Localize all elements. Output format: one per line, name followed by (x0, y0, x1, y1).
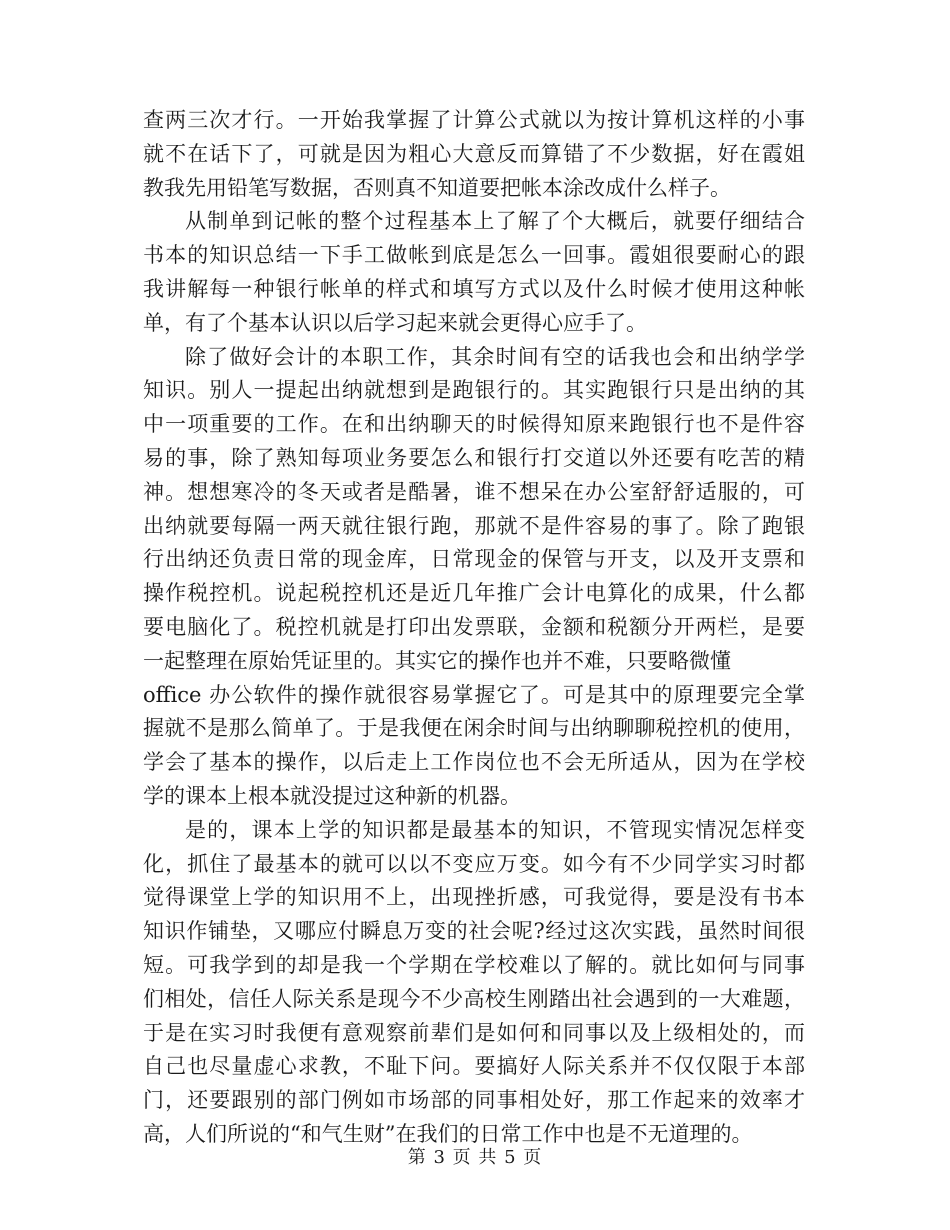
text-line: 操作税控机。说起税控机还是近几年推广会计电算化的成果，什么都 (143, 581, 805, 606)
text-line: 一起整理在原始凭证里的。其实它的操作也并不难，只要略微懂 (143, 648, 731, 673)
text-line: 我讲解每一种银行帐单的样式和填写方式以及什么时候才使用这种帐 (143, 276, 805, 301)
text-line: 书本的知识总结一下手工做帐到底是怎么一回事。霞姐很要耐心的跟 (143, 243, 805, 268)
text-line: 教我先用铅笔写数据，否则真不知道要把帐本涂改成什么样子。 (143, 175, 731, 200)
text-line: 学会了基本的操作，以后走上工作岗位也不会无所适从，因为在学校 (143, 750, 805, 775)
text-line: 是的，课本上学的知识都是最基本的知识，不管现实情况怎样变 (185, 817, 805, 842)
text-line: 行出纳还负责日常的现金库，日常现金的保管与开支，以及开支票和 (143, 547, 805, 572)
text-line: 知识。别人一提起出纳就想到是跑银行的。其实跑银行只是出纳的其 (143, 378, 805, 403)
text-line: 于是在实习时我便有意观察前辈们是如何和同事以及上级相处的，而 (143, 1020, 805, 1045)
text-line: 要电脑化了。税控机就是打印出发票联，金额和税额分开两栏，是要 (143, 614, 805, 639)
text-line: 握就不是那么简单了。于是我便在闲余时间与出纳聊聊税控机的使用， (143, 716, 805, 741)
text-line: 查两三次才行。一开始我掌握了计算公式就以为按计算机这样的小事 (143, 108, 805, 132)
text-line: 神。想想寒冷的冬天或者是酷暑，谁不想呆在办公室舒舒适服的，可 (143, 479, 805, 504)
text-line: 自己也尽量虚心求教，不耻下问。要搞好人际关系并不仅仅限于本部 (143, 1054, 805, 1079)
text-line: 学的课本上根本就没提过这种新的机器。 (143, 783, 521, 808)
text-line: office 办公软件的操作就很容易掌握它了。可是其中的原理要完全掌 (143, 682, 805, 707)
text-line: 门，还要跟别的部门例如市场部的同事相处好，那工作起来的效率才 (143, 1088, 805, 1113)
text-line: 出纳就要每隔一两天就往银行跑，那就不是件容易的事了。除了跑银 (143, 513, 805, 538)
text-line: 化，抓住了最基本的就可以以不变应万变。如今有不少同学实习时都 (143, 851, 805, 876)
text-line: 短。可我学到的却是我一个学期在学校难以了解的。就比如何与同事 (143, 952, 805, 977)
text-line: 高，人们所说的“和气生财”在我们的日常工作中也是不无道理的。 (143, 1121, 753, 1146)
document-body (143, 104, 805, 1152)
text-line: 觉得课堂上学的知识用不上，出现挫折感，可我觉得，要是没有书本 (143, 885, 805, 910)
page-number-footer: 第 3 页 共 5 页 (407, 1147, 543, 1168)
text-line: 从制单到记帐的整个过程基本上了解了个大概后，就要仔细结合 (185, 209, 805, 234)
text-line: 除了做好会计的本职工作，其余时间有空的话我也会和出纳学学 (185, 344, 805, 369)
text-line: 就不在话下了，可就是因为粗心大意反而算错了不少数据，好在霞姐 (143, 141, 805, 166)
text-line: 易的事，除了熟知每项业务要怎么和银行打交道以外还要有吃苦的精 (143, 445, 805, 470)
text-line: 知识作铺垫，又哪应付瞬息万变的社会呢?经过这次实践，虽然时间很 (143, 919, 805, 944)
text-line: 们相处，信任人际关系是现今不少高校生刚踏出社会遇到的一大难题， (143, 986, 805, 1011)
text-line: 单，有了个基本认识以后学习起来就会更得心应手了。 (143, 310, 647, 335)
text-line: 中一项重要的工作。在和出纳聊天的时候得知原来跑银行也不是件容 (143, 412, 805, 437)
